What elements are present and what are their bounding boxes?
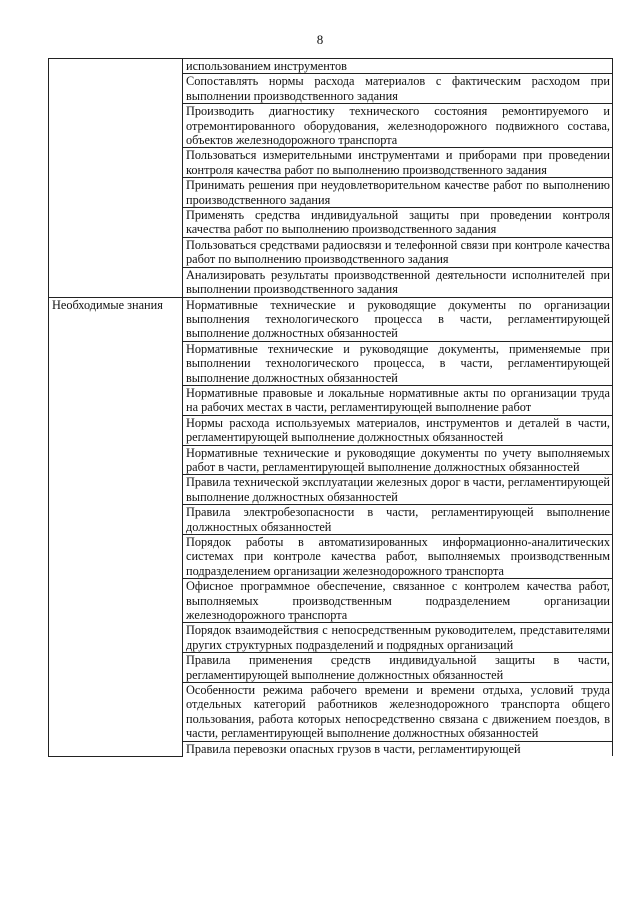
- table-cell: Принимать решения при неудовлетворительном качестве работ по выполнению производственного задания: [183, 178, 613, 208]
- table-cell: Производить диагностику технического состояния ремонтируемого и отремонтированного оборудования, железнодорожного подвижного состава, объектов железнодорожного транспорта: [183, 104, 613, 148]
- page-number: 8: [316, 32, 324, 47]
- table-cell: использованием инструментов: [183, 59, 613, 74]
- table-cell: Пользоваться средствами радиосвязи и телефонной связи при контроле качества работ по выполнению производственного задания: [183, 237, 613, 267]
- table-cell: Особенности режима рабочего времени и времени отдыха, условий труда отдельных категорий работников железнодорожного транспорта общего пользования, работа которых непосредственно связана с движением поездов, в части, регламентирующей выполнение должностных обязанностей: [183, 683, 613, 742]
- requirements-table: [48, 58, 613, 757]
- section-label: Необходимые знания: [49, 297, 183, 756]
- table-cell: Нормы расхода используемых материалов, инструментов и деталей в части, регламентирующей выполнение должностных обязанностей: [183, 415, 613, 445]
- skills-label-cell: [49, 59, 183, 298]
- table-cell: Порядок работы в автоматизированных информационно-аналитических системах при контроле качества работ, выполняемых производственным подразделением организации железнодорожного транспорта: [183, 535, 613, 579]
- table-cell: Нормативные технические и руководящие документы, применяемые при выполнении технологического процесса, в части, регламентирующей выполнение должностных обязанностей: [183, 341, 613, 385]
- table-body: [49, 59, 613, 757]
- table-row: [49, 297, 613, 341]
- table-cell: Нормативные правовые и локальные нормативные акты по организации труда на рабочих местах в части, регламентирующей выполнение работ: [183, 385, 613, 415]
- table-cell: Применять средства индивидуальной защиты при проведении контроля качества работ по выполнению производственного задания: [183, 208, 613, 238]
- table-cell: Нормативные технические и руководящие документы по организации выполнения технологического процесса в части, регламентирующей выполнение должностных обязанностей: [183, 297, 613, 341]
- table-cell: Офисное программное обеспечение, связанное с контролем качества работ, выполняемых производственным подразделением организации железнодорожного транспорта: [183, 579, 613, 623]
- table-cell: Правила технической эксплуатации железных дорог в части, регламентирующей выполнение должностных обязанностей: [183, 475, 613, 505]
- table-cell: Правила электробезопасности в части, регламентирующей выполнение должностных обязанностей: [183, 505, 613, 535]
- table-cell: Правила применения средств индивидуальной защиты в части, регламентирующей выполнение должностных обязанностей: [183, 653, 613, 683]
- table-cell: Анализировать результаты производственной деятельности исполнителей при выполнении производственного задания: [183, 267, 613, 297]
- table-row: [49, 59, 613, 74]
- table-cell: Сопоставлять нормы расхода материалов с фактическим расходом при выполнении производственного задания: [183, 74, 613, 104]
- table-cell: Пользоваться измерительными инструментами и приборами при проведении контроля качества работ по выполнению производственного задания: [183, 148, 613, 178]
- table-cell: Правила перевозки опасных грузов в части, регламентирующей: [183, 741, 613, 756]
- table-cell: Порядок взаимодействия с непосредственным руководителем, представителями других структурных подразделений и подрядных организаций: [183, 623, 613, 653]
- table-cell: Нормативные технические и руководящие документы по учету выполняемых работ в части, регламентирующей выполнение должностных обязанностей: [183, 445, 613, 475]
